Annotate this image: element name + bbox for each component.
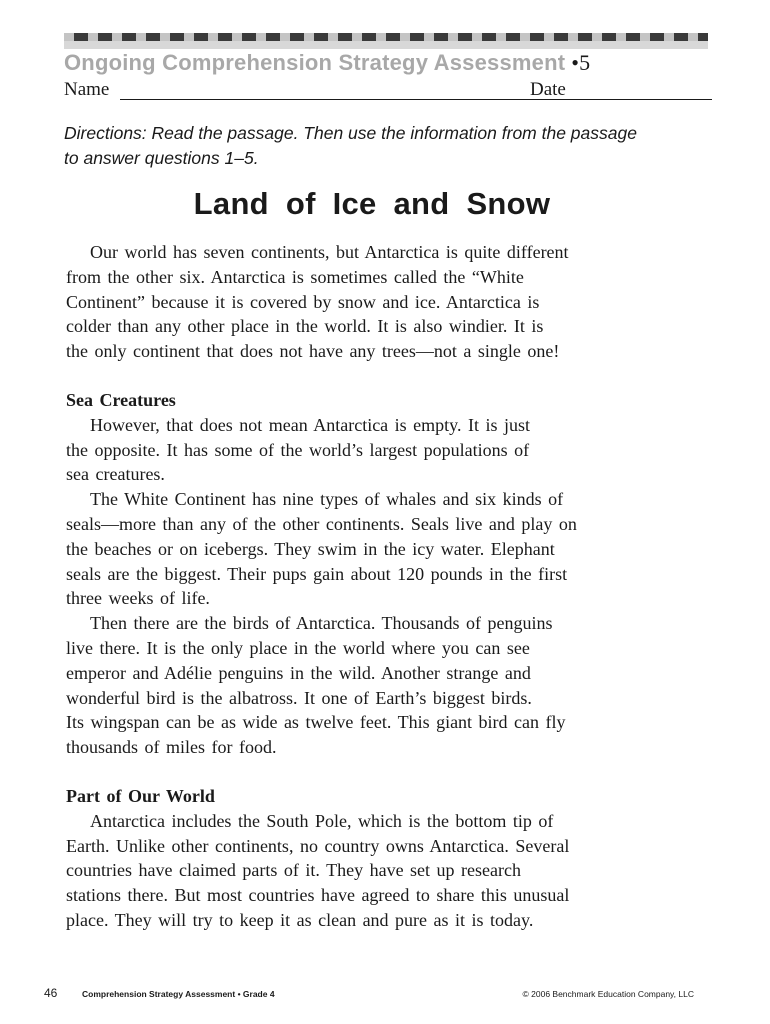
passage-line: the only continent that does not have any trees—not a single one!: [66, 341, 560, 362]
passage-line: Then there are the birds of Antarctica. Thousands of penguins: [90, 613, 553, 634]
passage-line: Earth. Unlike other continents, no country owns Antarctica. Several: [66, 835, 570, 856]
passage-body: [66, 240, 676, 933]
passage-line: However, that does not mean Antarctica is empty. It is just: [90, 414, 531, 435]
passage-line: from the other six. Antarctica is sometimes called the “White: [66, 266, 524, 287]
passage-line: place. They will try to keep it as clean and pure as it is today.: [66, 909, 534, 930]
passage-line: the opposite. It has some of the world’s largest populations of: [66, 439, 530, 460]
passage-line: Continent” because it is covered by snow and ice. Antarctica is: [66, 291, 540, 312]
date-label: Date: [530, 79, 566, 100]
name-date-row: [64, 79, 714, 103]
name-label: Name: [64, 79, 110, 100]
section-heading: Sea Creatures: [66, 389, 176, 410]
assessment-number: •5: [571, 50, 591, 75]
section-heading: Part of Our World: [66, 785, 215, 806]
book-title: Comprehension Strategy Assessment • Grade 4: [82, 989, 275, 999]
section-gap: [66, 760, 676, 784]
passage-line: The White Continent has nine types of whales and six kinds of: [90, 489, 564, 510]
assessment-title: Ongoing Comprehension Strategy Assessment: [64, 50, 566, 75]
date-field[interactable]: [575, 99, 712, 100]
directions-line: to answer questions 1–5.: [64, 148, 259, 168]
passage-line: seals are the biggest. Their pups gain about 120 pounds in the first: [66, 563, 568, 584]
passage-line: wonderful bird is the albatross. It one of Earth’s biggest birds.: [66, 687, 532, 708]
copyright: © 2006 Benchmark Education Company, LLC: [522, 989, 694, 999]
passage-line: Our world has seven continents, but Antarctica is quite different: [90, 242, 569, 262]
passage-line: colder than any other place in the world. It is also windier. It is: [66, 316, 544, 337]
assessment-header: [64, 50, 590, 80]
passage-line: Antarctica includes the South Pole, which is the bottom tip of: [90, 810, 554, 831]
passage-line: thousands of miles for food.: [66, 737, 277, 758]
passage-line: Its wingspan can be as wide as twelve feet. This giant bird can fly: [66, 712, 566, 733]
passage-line: the beaches or on icebergs. They swim in the icy water. Elephant: [66, 538, 555, 559]
passage-line: countries have claimed parts of it. They have set up research: [66, 860, 521, 881]
passage-line: sea creatures.: [66, 464, 165, 485]
directions-line: Directions: Read the passage. Then use the information from the passage: [64, 123, 637, 143]
passage-line: stations there. But most countries have agreed to share this unusual: [66, 885, 570, 906]
passage-line: live there. It is the only place in the world where you can see: [66, 637, 530, 658]
passage-line: seals—more than any of the other continents. Seals live and play on: [66, 513, 577, 534]
passage-line: emperor and Adélie penguins in the wild. Another strange and: [66, 662, 531, 683]
page-number: 46: [44, 986, 58, 1000]
page-footer: [44, 986, 704, 1002]
passage-line: three weeks of life.: [66, 588, 210, 609]
name-field[interactable]: [120, 99, 586, 100]
passage-title: Land of Ice and Snow: [193, 186, 551, 221]
section-gap: [66, 364, 676, 388]
directions: [64, 121, 704, 171]
checkered-header-band: [64, 33, 708, 49]
